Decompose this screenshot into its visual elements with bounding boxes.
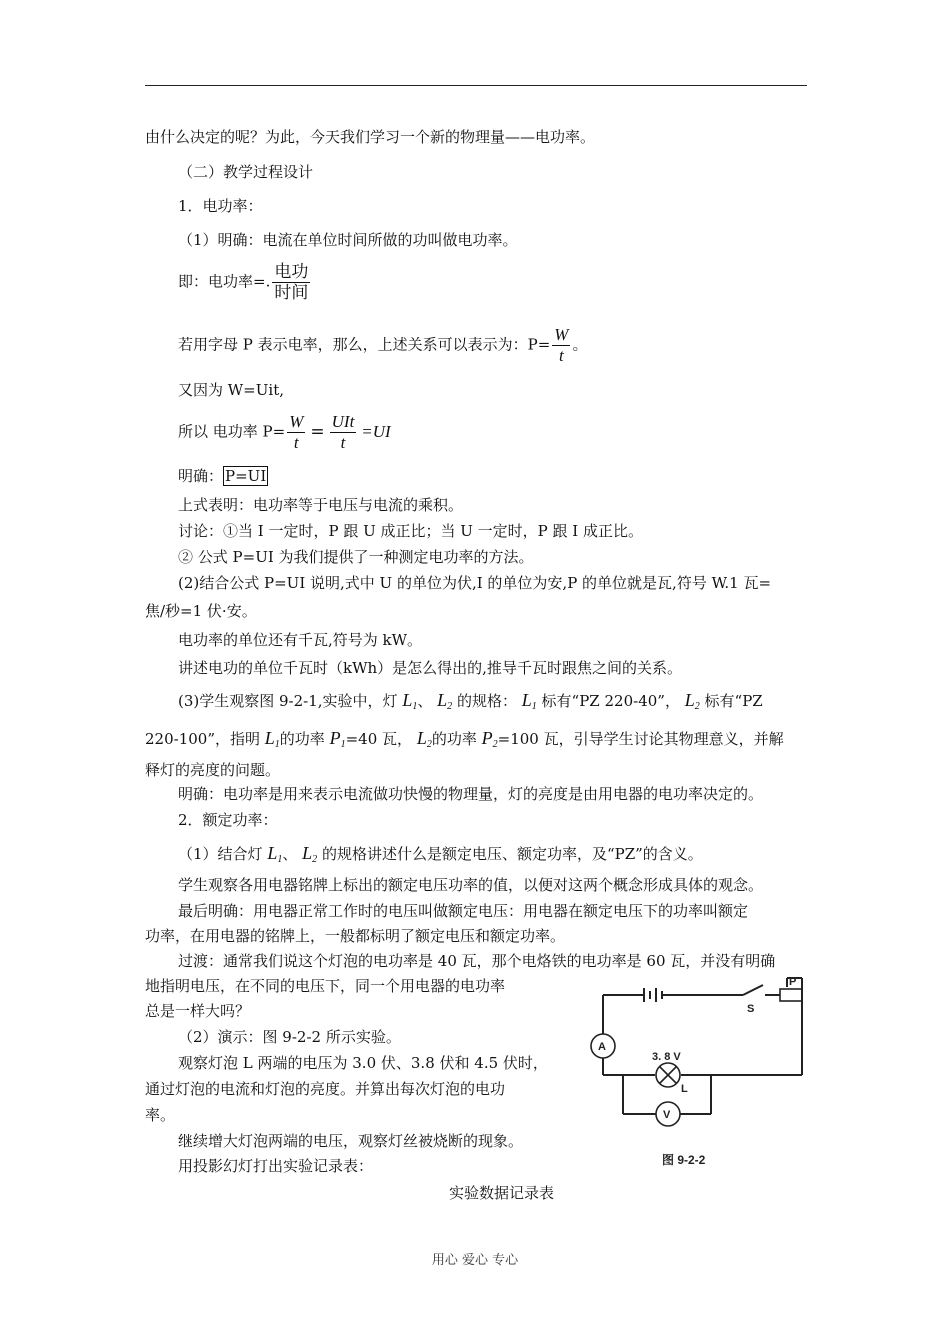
formula-p-ui-derivation [178,412,391,453]
paragraph-line: （2）演示：图 9-2-2 所示实验。 [178,1028,401,1046]
section-heading: （二）教学过程设计 [178,163,314,181]
equals-sign: = [310,421,325,442]
label: 明确： [178,467,224,485]
fraction-denominator: t [293,433,299,452]
paragraph-line: 继续增大灯泡两端的电压，观察灯丝被烧断的现象。 [178,1132,524,1150]
power-symbol: $P_1$ [329,728,346,750]
paragraph-line: 又因为 W=Uit, [178,381,284,399]
circuit-diagram [565,968,815,1173]
paragraph-line: 讨论：①当 I 一定时，P 跟 U 成正比；当 U 一定时，P 跟 I 成正比。 [178,522,644,540]
paragraph-line: 通过灯泡的电流和灯泡的亮度。并算出每次灯泡的电功 [145,1080,506,1098]
paragraph-line: 过渡：通常我们说这个灯泡的电功率是 40 瓦，那个电烙铁的电功率是 60 瓦，并没有明确 [178,952,776,970]
paragraph-line: 由什么决定的呢？为此，今天我们学习一个新的物理量——电功率。 [145,128,596,146]
lamp-symbol: $L_1$ [402,690,418,712]
fraction [552,325,570,366]
text-span: （1）结合灯 [178,845,263,863]
text-span: =100 瓦，引导学生讨论其物理意义，并解 [497,730,784,748]
paragraph-line: 观察灯泡 L 两端的电压为 3.0 伏、3.8 伏和 4.5 伏时， [178,1054,548,1072]
paragraph-line: ② 公式 P=UI 为我们提供了一种测定电功率的方法。 [178,548,534,566]
text-span: 的功率 [279,730,325,748]
fraction-denominator: 时间 [274,283,309,303]
formula-suffix: 。 [572,335,588,354]
text-span: (3)学生观察图 9-2-1,实验中，灯 [178,692,398,710]
lamp-symbol: $L_2$ [302,843,318,865]
lamp-symbol: $L_1$ [264,728,280,750]
paragraph-line: 释灯的亮度的问题。 [145,761,281,779]
fraction-numerator: 电功 [274,262,309,282]
label-voltmeter: V [663,1109,671,1121]
fraction [330,412,357,453]
paragraph-line [145,728,784,755]
fraction-denominator: t [340,433,346,452]
text-span: 标有“PZ [704,692,763,710]
fraction [272,262,310,303]
label-voltage: 3. 8 V [652,1051,681,1063]
paragraph-line: 地指明电压，在不同的电压下，同一个用电器的电功率 [145,977,506,995]
paragraph-line: 电功率的单位还有千瓦,符号为 kW。 [178,631,423,649]
fraction [287,412,305,453]
label-ammeter: A [598,1041,606,1053]
lamp-symbol: $L_2$ [684,690,700,712]
subsection-heading: 2．额定功率： [178,811,278,829]
paragraph-line [178,690,763,717]
highlight-line [178,466,268,486]
paragraph-line: 上式表明：电功率等于电压与电流的乘积。 [178,496,464,514]
text-span: 、 [282,845,298,863]
text-span: 220-100”，指明 [145,730,260,748]
table-title: 实验数据记录表 [449,1184,555,1202]
label-lamp: L [681,1083,688,1095]
formula-power-definition [178,262,312,303]
label-switch: S [747,1003,755,1015]
text-span: 的规格讲述什么是额定电压、额定功率，及“PZ”的含义。 [321,845,703,863]
paragraph-line: （1）明确：电流在单位时间所做的功叫做电功率。 [178,231,518,249]
paragraph-line: 焦/秒=1 伏·安。 [145,602,257,620]
paragraph-line: (2)结合公式 P=UI 说明,式中 U 的单位为伏,I 的单位为安,P 的单位就是瓦,符号 W.1 瓦= [178,574,772,592]
formula-result: =UI [361,421,391,441]
text-span: 的功率 [431,730,477,748]
paragraph-line [178,843,703,870]
lamp-symbol: $L_1$ [521,690,537,712]
paragraph-line: 用投影幻灯打出实验记录表： [178,1157,374,1175]
figure-caption: 图 9-2-2 [662,1153,706,1167]
lamp-symbol: $L_2$ [416,728,432,750]
text-span: 、 [417,692,433,710]
fraction-numerator: W [289,412,304,431]
lamp-symbol: $L_2$ [437,690,453,712]
header-rule [145,85,807,86]
paragraph-line: 最后明确：用电器正常工作时的电压叫做额定电压：用电器在额定电压下的功率叫额定 [178,902,749,920]
formula-prefix: 若用字母 P 表示电率，那么，上述关系可以表示为：P= [178,335,551,354]
paragraph-line: 明确：电功率是用来表示电流做功快慢的物理量，灯的亮度是由用电器的电功率决定的。 [178,785,764,803]
text-span: =40 瓦， [345,730,413,748]
fraction-numerator: UIt [331,412,355,431]
paragraph-line: 率。 [145,1106,176,1124]
paragraph-line: 讲述电功的单位千瓦时（kWh）是怎么得出的,推导千瓦时跟焦之间的关系。 [178,659,682,677]
power-symbol: $P_2$ [481,728,498,750]
paragraph-line: 总是一样大吗？ [145,1002,251,1020]
lamp-symbol: $L_1$ [267,843,283,865]
page-footer: 用心 爱心 专心 [431,1253,519,1268]
formula-p-w-t [178,325,587,366]
paragraph-line: 学生观察各用电器铭牌上标出的额定电压功率的值，以便对这两个概念形成具体的观念。 [178,876,764,894]
text-span: 的规格： [456,692,517,710]
formula-prefix: 即：电功率=. [178,272,271,291]
subsection-heading: 1．电功率： [178,197,263,215]
text-span: 标有“PZ 220-40”， [541,692,680,710]
fraction-numerator: W [554,325,569,344]
fraction-denominator: t [559,346,564,365]
formula-prefix: 所以 电功率 P= [178,422,286,441]
label-rheostat: P [789,976,797,988]
boxed-formula: P=UI [225,467,267,485]
paragraph-line: 功率，在用电器的铭牌上，一般都标明了额定电压和额定功率。 [145,927,566,945]
